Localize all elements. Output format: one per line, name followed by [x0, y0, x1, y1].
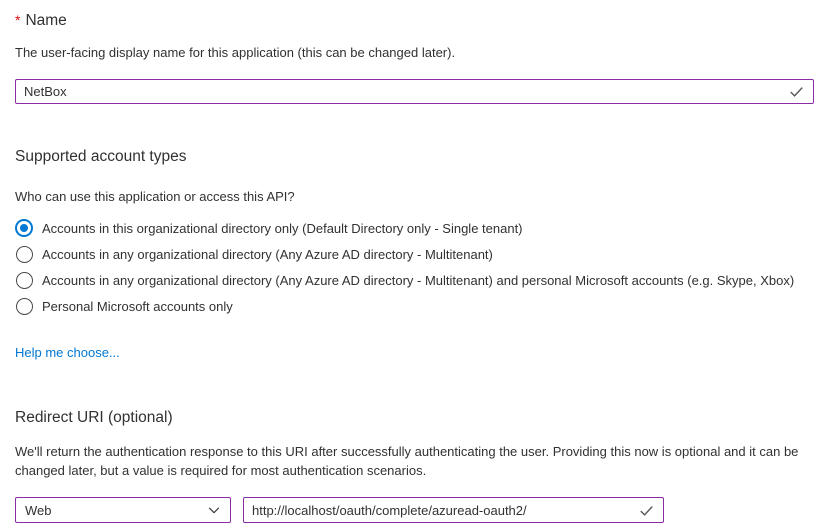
name-input[interactable]: [15, 79, 814, 104]
name-title-text: Name: [25, 12, 67, 29]
radio-option-single-tenant[interactable]: [15, 215, 814, 241]
radio-button-icon[interactable]: [16, 246, 33, 263]
radio-option-label: Personal Microsoft accounts only: [42, 298, 233, 314]
redirect-uri-input[interactable]: [243, 497, 664, 523]
redirect-uri-description: We'll return the authentication response to this URI after successfully authenticating the user. Providing this now is optional and it can be changed later, but a value is required for most authentication scenarios.: [15, 444, 799, 478]
redirect-uri-row: [15, 497, 814, 523]
valid-checkmark-icon: [788, 83, 805, 100]
radio-option-multitenant[interactable]: [15, 241, 814, 267]
radio-option-label: Accounts in any organizational directory (Any Azure AD directory - Multitenant) and personal Microsoft accounts (e.g. Skype, Xbox): [42, 272, 795, 288]
name-description: The user-facing display name for this application (this can be changed later).: [15, 45, 456, 60]
name-input-value: NetBox: [24, 84, 67, 99]
radio-button-icon[interactable]: [15, 219, 33, 237]
radio-option-label: Accounts in this organizational directory only (Default Directory only - Single tenant): [42, 220, 523, 236]
account-types-title: Supported account types: [15, 148, 187, 165]
redirect-uri-title: Redirect URI (optional): [15, 409, 173, 426]
help-me-choose-link[interactable]: Help me choose...: [15, 345, 120, 360]
radio-button-icon[interactable]: [16, 272, 33, 289]
chevron-down-icon: [207, 503, 221, 517]
required-asterisk: *: [15, 12, 21, 28]
name-section-title: [15, 12, 814, 30]
radio-option-multitenant-personal[interactable]: [15, 267, 814, 293]
radio-option-label: Accounts in any organizational directory (Any Azure AD directory - Multitenant): [42, 246, 493, 262]
radio-button-icon[interactable]: [16, 298, 33, 315]
platform-select-dropdown[interactable]: [15, 497, 231, 523]
account-type-radio-group: [15, 215, 814, 319]
platform-selected-value: Web: [25, 502, 52, 518]
redirect-uri-value: http://localhost/oauth/complete/azuread-oauth2/: [252, 502, 527, 518]
account-types-question: Who can use this application or access this API?: [15, 189, 295, 204]
radio-option-personal-only[interactable]: [15, 293, 814, 319]
